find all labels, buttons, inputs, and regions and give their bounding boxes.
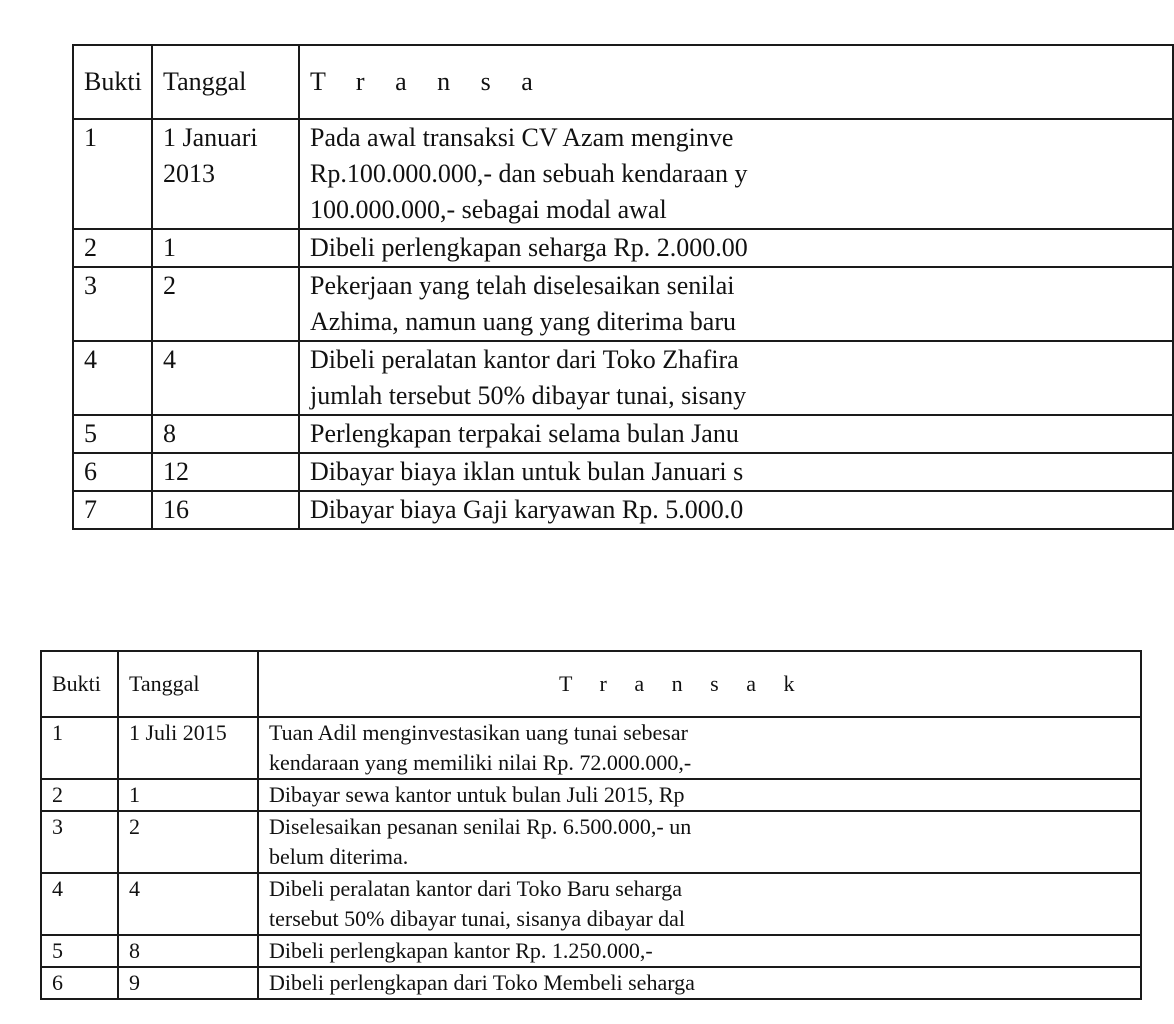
transaction-table-2013 — [72, 44, 1174, 530]
cell-bukti: 5 — [41, 935, 118, 967]
tanggal-line: 1 — [163, 233, 176, 262]
cell-transaksi — [299, 491, 1173, 529]
tanggal-line: 2013 — [163, 159, 215, 188]
cell-bukti: 6 — [41, 967, 118, 999]
table-row — [73, 341, 1173, 415]
table-row — [41, 967, 1141, 999]
transaksi-line: Dibeli perlengkapan seharga Rp. 2.000.00 — [310, 233, 748, 262]
table-row — [41, 873, 1141, 935]
transaksi-line: Dibeli peralatan kantor dari Toko Zhafira — [310, 345, 739, 374]
transaksi-line: Azhima, namun uang yang diterima baru — [310, 307, 736, 336]
transaksi-line: Pekerjaan yang telah diselesaikan senilai — [310, 271, 735, 300]
cell-tanggal — [118, 935, 258, 967]
cell-tanggal — [152, 453, 299, 491]
table-row — [73, 119, 1173, 229]
header-transaksi: T r a n s a — [299, 45, 1173, 119]
table-row — [73, 415, 1173, 453]
table-row — [73, 229, 1173, 267]
cell-transaksi — [258, 935, 1141, 967]
cell-tanggal — [152, 415, 299, 453]
header-transaksi: T r a n s a k — [258, 651, 1141, 717]
cell-tanggal — [118, 717, 258, 779]
cell-tanggal — [152, 341, 299, 415]
cell-bukti: 2 — [41, 779, 118, 811]
table-row — [73, 267, 1173, 341]
table-row — [73, 453, 1173, 491]
cell-tanggal — [152, 267, 299, 341]
tanggal-line: 8 — [129, 938, 140, 963]
cell-bukti: 5 — [73, 415, 152, 453]
tanggal-line: 2 — [129, 814, 140, 839]
transaksi-line: Diselesaikan pesanan senilai Rp. 6.500.000,- un — [269, 814, 692, 839]
transaksi-line: Dibayar biaya Gaji karyawan Rp. 5.000.0 — [310, 495, 744, 524]
cell-tanggal — [118, 873, 258, 935]
tanggal-line: 1 — [129, 782, 140, 807]
cell-tanggal — [152, 119, 299, 229]
transaksi-line: 100.000.000,- sebagai modal awal — [310, 195, 667, 224]
cell-bukti: 2 — [73, 229, 152, 267]
tanggal-line: 1 Januari — [163, 123, 258, 152]
cell-transaksi — [258, 967, 1141, 999]
cell-bukti: 4 — [41, 873, 118, 935]
cell-transaksi — [299, 267, 1173, 341]
header-bukti: Bukti — [41, 651, 118, 717]
transaksi-line: Tuan Adil menginvestasikan uang tunai sebesar — [269, 720, 688, 745]
cell-transaksi — [299, 415, 1173, 453]
table-row — [41, 779, 1141, 811]
tanggal-line: 16 — [163, 495, 189, 524]
cell-transaksi — [258, 811, 1141, 873]
table-body — [41, 717, 1141, 999]
tanggal-line: 12 — [163, 457, 189, 486]
tanggal-line: 9 — [129, 970, 140, 995]
tanggal-line: 4 — [163, 345, 176, 374]
transaction-table-2015 — [40, 650, 1142, 1000]
table-header-row — [41, 651, 1141, 717]
cell-tanggal — [152, 229, 299, 267]
cell-transaksi — [258, 873, 1141, 935]
header-tanggal: Tanggal — [118, 651, 258, 717]
transaksi-line: Rp.100.000.000,- dan sebuah kendaraan y — [310, 159, 748, 188]
transaksi-line: tersebut 50% dibayar tunai, sisanya dibayar dal — [269, 906, 686, 931]
transaction-table-1-crop — [72, 44, 748, 558]
cell-bukti: 4 — [73, 341, 152, 415]
cell-transaksi — [299, 341, 1173, 415]
cell-transaksi — [258, 717, 1141, 779]
cell-tanggal — [118, 967, 258, 999]
cell-tanggal — [118, 779, 258, 811]
cell-bukti: 1 — [73, 119, 152, 229]
cell-transaksi — [258, 779, 1141, 811]
tanggal-line: 1 Juli 2015 — [129, 720, 227, 745]
transaksi-line: Dibeli perlengkapan dari Toko Membeli seharga — [269, 970, 695, 995]
table-row — [41, 935, 1141, 967]
cell-transaksi — [299, 119, 1173, 229]
table-header-row — [73, 45, 1173, 119]
cell-transaksi — [299, 453, 1173, 491]
transaction-table-2-crop — [40, 650, 806, 1024]
transaksi-line: jumlah tersebut 50% dibayar tunai, sisany — [310, 381, 747, 410]
table-row — [73, 491, 1173, 529]
transaksi-line: kendaraan yang memiliki nilai Rp. 72.000.000,- — [269, 750, 692, 775]
cell-bukti: 1 — [41, 717, 118, 779]
cell-transaksi — [299, 229, 1173, 267]
transaksi-line: Perlengkapan terpakai selama bulan Janu — [310, 419, 739, 448]
tanggal-line: 8 — [163, 419, 176, 448]
cell-bukti: 7 — [73, 491, 152, 529]
cell-bukti: 3 — [73, 267, 152, 341]
transaksi-line: Dibayar biaya iklan untuk bulan Januari s — [310, 457, 744, 486]
table-row — [41, 811, 1141, 873]
table-body — [73, 119, 1173, 529]
transaksi-line: Dibeli peralatan kantor dari Toko Baru seharga — [269, 876, 683, 901]
transaksi-line: Dibayar sewa kantor untuk bulan Juli 2015, Rp — [269, 782, 685, 807]
tanggal-line: 2 — [163, 271, 176, 300]
table-row — [41, 717, 1141, 779]
cell-tanggal — [118, 811, 258, 873]
header-bukti: Bukti — [73, 45, 152, 119]
header-tanggal: Tanggal — [152, 45, 299, 119]
cell-bukti: 3 — [41, 811, 118, 873]
cell-tanggal — [152, 491, 299, 529]
transaksi-line: Pada awal transaksi CV Azam menginve — [310, 123, 734, 152]
cell-bukti: 6 — [73, 453, 152, 491]
tanggal-line: 4 — [129, 876, 140, 901]
transaksi-line: belum diterima. — [269, 844, 409, 869]
transaksi-line: Dibeli perlengkapan kantor Rp. 1.250.000,- — [269, 938, 653, 963]
